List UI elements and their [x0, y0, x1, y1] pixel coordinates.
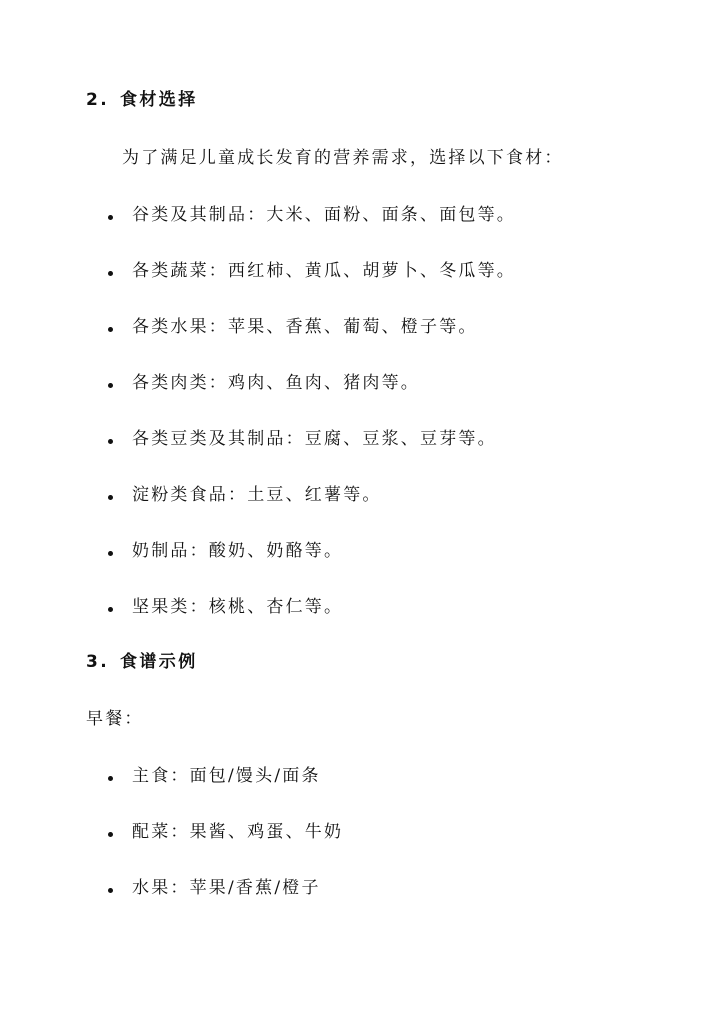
section-2-title: 食材选择 — [120, 90, 198, 110]
section-2-heading — [86, 88, 198, 112]
section-3-number: 3. — [86, 652, 110, 672]
list-item-text: 水果：苹果/香蕉/橙子 — [132, 878, 321, 898]
bullet-icon — [108, 832, 113, 837]
list-item-text: 配菜：果酱、鸡蛋、牛奶 — [132, 822, 344, 842]
bullet-icon — [108, 215, 113, 220]
bullet-icon — [108, 888, 113, 893]
section-3-heading — [86, 650, 198, 674]
meal-label: 早餐： — [86, 709, 144, 729]
list-item-text: 奶制品：酸奶、奶酪等。 — [132, 541, 344, 561]
list-item-text: 淀粉类食品：土豆、红薯等。 — [132, 485, 382, 505]
list-item-text: 谷类及其制品：大米、面粉、面条、面包等。 — [132, 205, 516, 225]
bullet-icon — [108, 383, 113, 388]
list-item-text: 各类蔬菜：西红柿、黄瓜、胡萝卜、冬瓜等。 — [132, 261, 516, 281]
list-item-text: 主食：面包/馒头/面条 — [132, 766, 321, 786]
bullet-icon — [108, 271, 113, 276]
bullet-icon — [108, 327, 113, 332]
list-item-text: 坚果类：核桃、杏仁等。 — [132, 597, 344, 617]
list-item-text: 各类豆类及其制品：豆腐、豆浆、豆芽等。 — [132, 429, 497, 449]
bullet-icon — [108, 495, 113, 500]
section-2-number: 2. — [86, 90, 110, 110]
bullet-icon — [108, 551, 113, 556]
section-3-title: 食谱示例 — [120, 652, 198, 672]
bullet-icon — [108, 776, 113, 781]
list-item-text: 各类水果：苹果、香蕉、葡萄、橙子等。 — [132, 317, 478, 337]
bullet-icon — [108, 439, 113, 444]
bullet-icon — [108, 607, 113, 612]
section-2-intro: 为了满足儿童成长发育的营养需求，选择以下食材： — [122, 148, 564, 168]
list-item-text: 各类肉类：鸡肉、鱼肉、猪肉等。 — [132, 373, 420, 393]
